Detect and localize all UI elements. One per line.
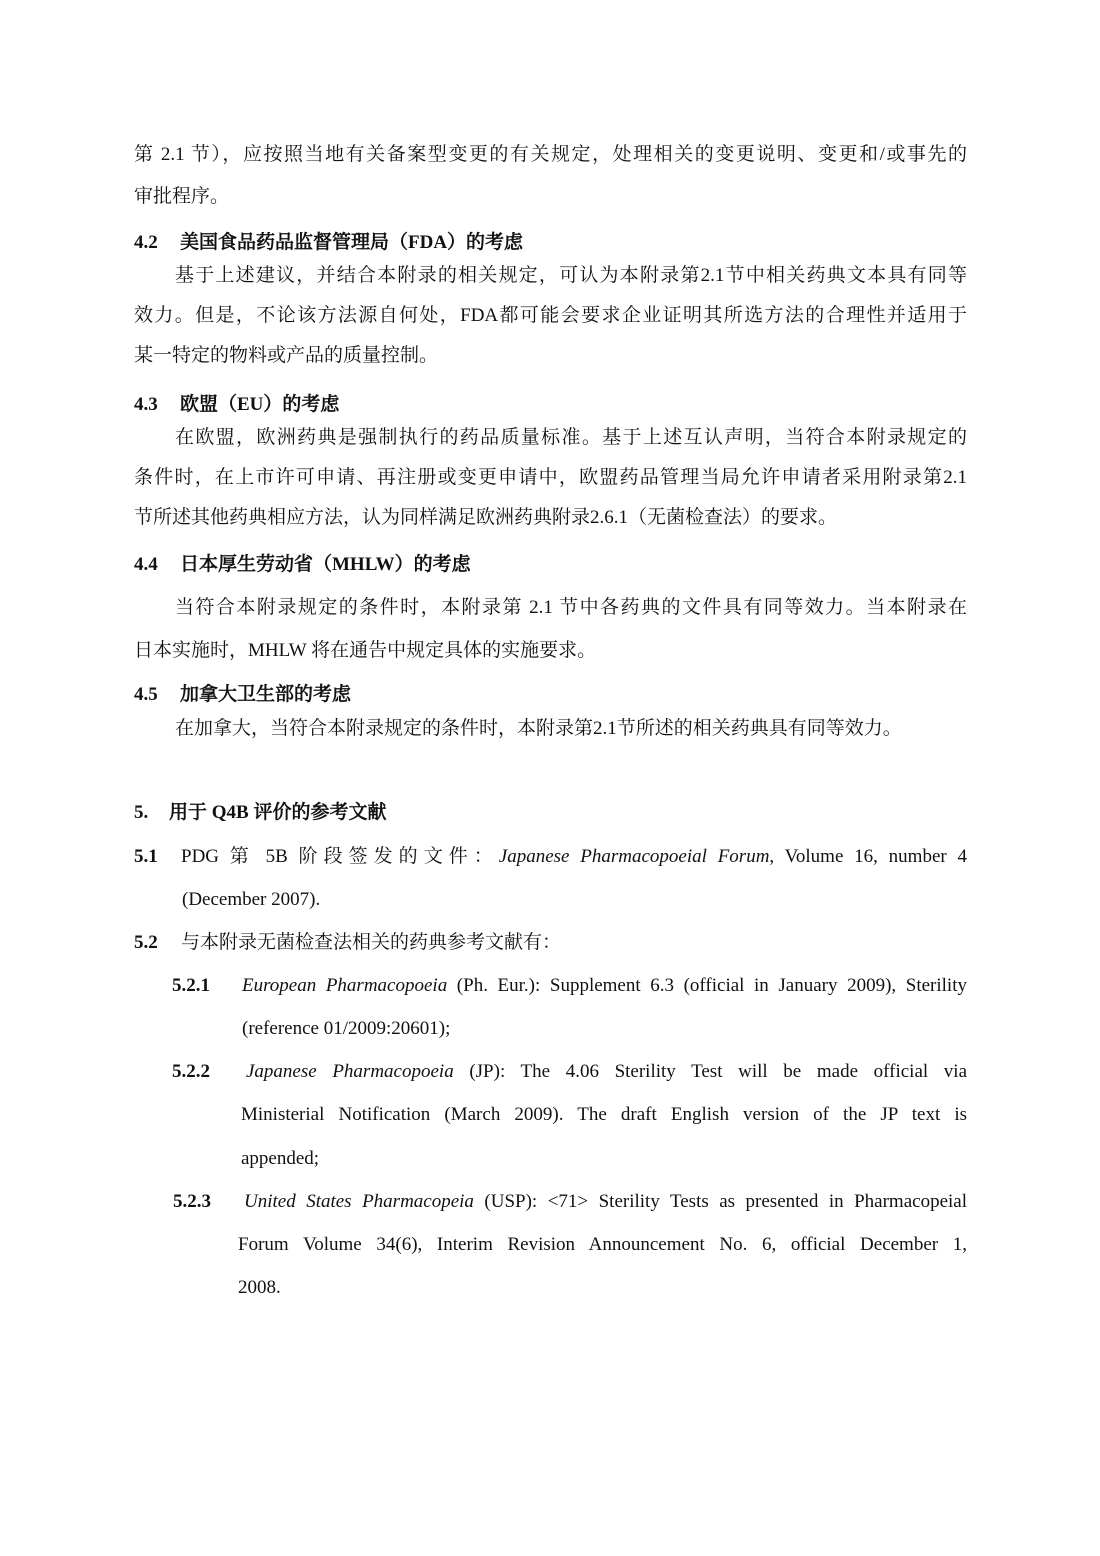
section-5-heading <box>134 799 967 827</box>
reference-text-part: (JP): The 4.06 Sterility Test will be made official via <box>453 1061 968 1082</box>
reference-5-2-1 <box>172 972 967 1000</box>
section-4-4-para-line: 当符合本附录规定的条件时，本附录第 2.1 节中各药典的文件具有同等效力。当本附录在 <box>175 597 967 618</box>
section-4-2-para-line: 效力。但是，不论该方法源自何处，FDA都可能会要求企业证明其所选方法的合理性并适用于 <box>134 305 967 326</box>
section-4-4-heading <box>134 551 967 579</box>
reference-text <box>246 1058 967 1086</box>
reference-5-2-2 <box>172 1058 967 1086</box>
section-number: 5. <box>134 802 149 823</box>
section-4-2-para-line: 基于上述建议，并结合本附录的相关规定，可认为本附录第2.1节中相关药典文本具有同等 <box>175 265 967 286</box>
reference-5-2-3-cont: Forum Volume 34(6), Interim Revision Announcement No. 6, official December 1, <box>238 1234 967 1255</box>
section-title: 美国食品药品监督管理局（FDA）的考虑 <box>180 232 524 253</box>
reference-title: United States Pharmacopeia <box>244 1191 474 1212</box>
section-number: 4.5 <box>134 684 158 705</box>
section-4-3-para-line: 条件时，在上市许可申请、再注册或变更申请中，欧盟药品管理当局允许申请者采用附录第2.1 <box>134 467 967 488</box>
reference-title: Japanese Pharmacopoeia <box>246 1061 454 1082</box>
reference-5-2-2-cont: appended; <box>241 1148 320 1169</box>
reference-text <box>242 972 967 1000</box>
reference-text-part: PDG 第 5B 阶段签发的文件： <box>181 846 499 867</box>
section-4-5-para-line: 在加拿大，当符合本附录规定的条件时，本附录第2.1节所述的相关药典具有同等效力。 <box>175 718 902 739</box>
reference-text <box>244 1188 967 1216</box>
reference-text <box>181 843 967 871</box>
section-4-3-heading <box>134 391 967 419</box>
section-4-2-para-line: 某一特定的物料或产品的质量控制。 <box>134 345 439 366</box>
intro-line-1: 第 2.1 节），应按照当地有关备案型变更的有关规定，处理相关的变更说明、变更和/或事先的 <box>134 144 967 165</box>
reference-text: 与本附录无菌检查法相关的药典参考文献有： <box>181 932 562 953</box>
reference-text-part: , Volume 16, number 4 <box>769 846 967 867</box>
section-title: 日本厚生劳动省（MHLW）的考虑 <box>180 554 471 575</box>
reference-number: 5.2 <box>134 932 158 953</box>
reference-5-2 <box>134 929 967 957</box>
reference-5-1-cont: (December 2007). <box>182 889 321 910</box>
section-title: 欧盟（EU）的考虑 <box>180 394 340 415</box>
section-title: 用于 Q4B 评价的参考文献 <box>169 802 387 823</box>
section-number: 4.2 <box>134 232 158 253</box>
reference-text-part: (USP): <71> Sterility Tests as presented in Pharmacopeial <box>473 1191 967 1212</box>
reference-5-2-3 <box>173 1188 967 1216</box>
section-4-5-heading <box>134 681 967 709</box>
reference-number: 5.2.3 <box>173 1191 211 1212</box>
section-4-3-para-line: 在欧盟，欧洲药典是强制执行的药品质量标准。基于上述互认声明，当符合本附录规定的 <box>175 427 967 448</box>
reference-5-1 <box>134 843 967 871</box>
reference-5-2-3-cont: 2008. <box>238 1277 281 1298</box>
reference-number: 5.2.2 <box>172 1061 210 1082</box>
reference-5-2-2-cont: Ministerial Notification (March 2009). The draft English version of the JP text is <box>241 1104 967 1125</box>
section-4-4-para-line: 日本实施时，MHLW 将在通告中规定具体的实施要求。 <box>134 640 597 661</box>
section-4-3-para-line: 节所述其他药典相应方法，认为同样满足欧洲药典附录2.6.1（无菌检查法）的要求。 <box>134 507 838 528</box>
intro-line-2: 审批程序。 <box>134 186 230 207</box>
section-4-2-heading <box>134 229 967 257</box>
reference-number: 5.1 <box>134 846 158 867</box>
reference-title: European Pharmacopoeia <box>242 975 448 996</box>
section-number: 4.3 <box>134 394 158 415</box>
reference-number: 5.2.1 <box>172 975 210 996</box>
reference-title: Japanese Pharmacopoeial Forum <box>498 846 770 867</box>
section-number: 4.4 <box>134 554 158 575</box>
reference-text-part: (Ph. Eur.): Supplement 6.3 (official in January 2009), Sterility <box>447 975 967 996</box>
section-title: 加拿大卫生部的考虑 <box>180 684 352 705</box>
reference-5-2-1-cont: (reference 01/2009:20601); <box>242 1018 451 1039</box>
